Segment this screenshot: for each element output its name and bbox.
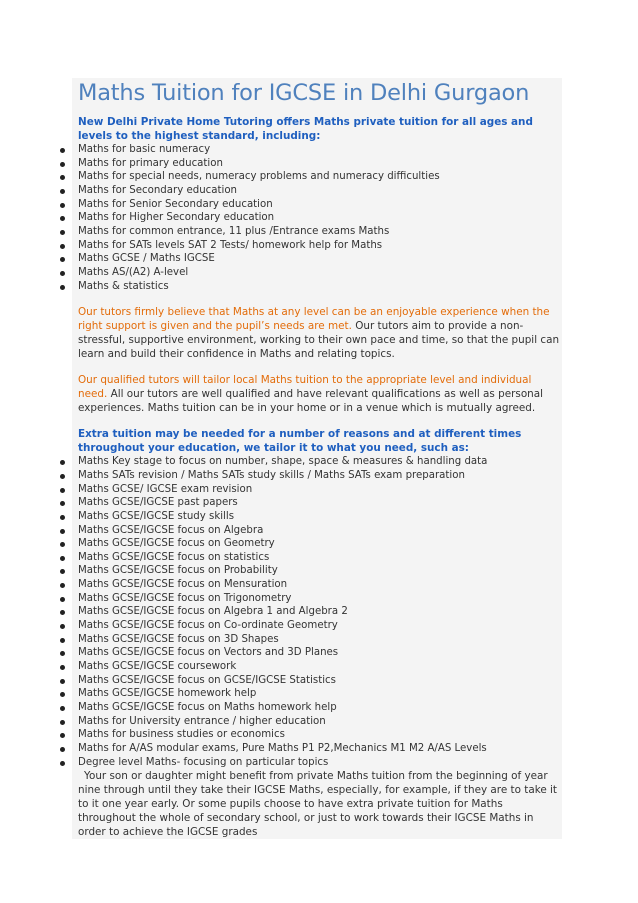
bullet-icon: [60, 529, 65, 534]
spacer: [72, 361, 562, 373]
list-item-text: Maths for business studies or economics: [72, 728, 562, 742]
page-title-bar: [72, 78, 562, 115]
bullet-icon: [60, 244, 65, 249]
bullet-icon: [60, 569, 65, 574]
qualified-paragraph-block: [72, 373, 562, 415]
list-item-text: Maths GCSE/IGCSE focus on Trigonometry: [72, 592, 562, 606]
list-item: [0, 469, 638, 483]
bullet-icon: [60, 148, 65, 153]
intro-heading-block: [72, 115, 562, 143]
list-item-text: Maths for Secondary education: [72, 184, 562, 198]
bullet-icon: [60, 175, 65, 180]
list-item: [0, 198, 638, 212]
list-item: [0, 157, 638, 171]
list-item: [0, 483, 638, 497]
bullet-icon: [60, 271, 65, 276]
list-item-text: Maths & statistics: [72, 280, 562, 294]
list-item: [0, 184, 638, 198]
list-item-text: Maths GCSE/IGCSE focus on 3D Shapes: [72, 633, 562, 647]
bullet-icon: [60, 542, 65, 547]
bullet-icon: [60, 761, 65, 766]
list-item-text: Maths GCSE / Maths IGCSE: [72, 252, 562, 266]
list-item-text: Maths GCSE/IGCSE focus on Probability: [72, 564, 562, 578]
list-item: [0, 646, 638, 660]
bullet-icon: [60, 501, 65, 506]
list-item: [0, 687, 638, 701]
list-item: [0, 578, 638, 592]
bullet-icon: [60, 720, 65, 725]
list-item-text: Maths GCSE/IGCSE focus on Geometry: [72, 537, 562, 551]
list-item: [0, 537, 638, 551]
list-item-text: Maths for A/AS modular exams, Pure Maths P1 P2,Mechanics M1 M2 A/AS Levels: [72, 742, 562, 756]
bullet-icon: [60, 624, 65, 629]
list-item: [0, 143, 638, 157]
bullet-icon: [60, 747, 65, 752]
list-item-text: Maths GCSE/IGCSE focus on Algebra: [72, 524, 562, 538]
list-item-text: Maths for special needs, numeracy problems and numeracy difficulties: [72, 170, 562, 184]
list-item: [0, 619, 638, 633]
bullet-icon: [60, 189, 65, 194]
bullet-icon: [60, 257, 65, 262]
list-item-text: Maths GCSE/IGCSE study skills: [72, 510, 562, 524]
list-item: [0, 728, 638, 742]
list-item: [0, 701, 638, 715]
list-item-text: Maths GCSE/IGCSE homework help: [72, 687, 562, 701]
list-item-text: Maths SATs revision / Maths SATs study skills / Maths SATs exam preparation: [72, 469, 562, 483]
list-item-text: Maths GCSE/IGCSE focus on Co-ordinate Geometry: [72, 619, 562, 633]
bullet-icon: [60, 230, 65, 235]
list-item: [0, 239, 638, 253]
bullet-icon: [60, 733, 65, 738]
extra-heading: Extra tuition may be needed for a number of reasons and at different times throughout your education, we tailor it to what you need, such as:: [78, 428, 522, 455]
bullet-icon: [60, 665, 65, 670]
tutors-paragraph-body: Our tutors aim to provide a non-stressful, supportive environment, working to their own pace and time, so that the pupil can learn and build their confidence in Maths and relating topics.: [78, 320, 560, 361]
list-item-text: Degree level Maths- focusing on particular topics: [72, 756, 562, 770]
bullet-icon: [60, 216, 65, 221]
list-item: [0, 756, 638, 770]
list-item: [0, 551, 638, 565]
list-item-text: Maths for University entrance / higher education: [72, 715, 562, 729]
list-item: [0, 564, 638, 578]
list-item-text: Maths for basic numeracy: [72, 143, 562, 157]
spacer: [72, 415, 562, 427]
list-item-text: Maths for SATs levels SAT 2 Tests/ homework help for Maths: [72, 239, 562, 253]
list-item: [0, 510, 638, 524]
list-item: [0, 605, 638, 619]
levels-list: [0, 143, 638, 293]
list-item: [0, 715, 638, 729]
list-item-text: Maths for common entrance, 11 plus /Entrance exams Maths: [72, 225, 562, 239]
bullet-icon: [60, 162, 65, 167]
extra-heading-block: [72, 427, 562, 455]
list-item: [0, 660, 638, 674]
list-item-text: Maths for Higher Secondary education: [72, 211, 562, 225]
list-item: [0, 592, 638, 606]
list-item-text: Maths GCSE/IGCSE coursework: [72, 660, 562, 674]
list-item-text: Maths GCSE/IGCSE focus on Vectors and 3D Planes: [72, 646, 562, 660]
list-item: [0, 524, 638, 538]
bullet-icon: [60, 706, 65, 711]
list-item-text: Maths GCSE/IGCSE past papers: [72, 496, 562, 510]
list-item: [0, 496, 638, 510]
list-item-text: Maths Key stage to focus on number, shape, space & measures & handling data: [72, 455, 562, 469]
list-item-text: Maths GCSE/IGCSE focus on Maths homework help: [72, 701, 562, 715]
list-item: [0, 266, 638, 280]
list-item: [0, 252, 638, 266]
bullet-icon: [60, 692, 65, 697]
bullet-icon: [60, 610, 65, 615]
qualified-paragraph-body: All our tutors are well qualified and have relevant qualifications as well as personal experiences. Maths tuition can be in your home or in a venue which is mutually agreed.: [78, 388, 544, 415]
list-item: [0, 280, 638, 294]
spacer: [72, 293, 562, 305]
page-title: Maths Tuition for IGCSE in Delhi Gurgaon: [78, 80, 530, 106]
list-item: [0, 225, 638, 239]
list-item-text: Maths AS/(A2) A-level: [72, 266, 562, 280]
list-item: [0, 674, 638, 688]
list-item-text: Maths GCSE/IGCSE focus on GCSE/IGCSE Statistics: [72, 674, 562, 688]
list-item: [0, 170, 638, 184]
bullet-icon: [60, 203, 65, 208]
tutors-paragraph-block: [72, 305, 562, 361]
qualified-paragraph-highlight: Our qualified tutors will tailor local Maths tuition to the appropriate level and individual need.: [78, 374, 532, 401]
document: [0, 78, 638, 839]
list-item: [0, 455, 638, 469]
bullet-icon: [60, 583, 65, 588]
list-item-text: Maths GCSE/ IGCSE exam revision: [72, 483, 562, 497]
list-item: [0, 742, 638, 756]
list-item-text: Maths for primary education: [72, 157, 562, 171]
list-item-text: Maths GCSE/IGCSE focus on Algebra 1 and Algebra 2: [72, 605, 562, 619]
bullet-icon: [60, 474, 65, 479]
bullet-icon: [60, 597, 65, 602]
bullet-icon: [60, 556, 65, 561]
list-item: [0, 633, 638, 647]
list-item-text: Maths GCSE/IGCSE focus on Mensuration: [72, 578, 562, 592]
bullet-icon: [60, 638, 65, 643]
intro-heading: New Delhi Private Home Tutoring offers Maths private tuition for all ages and levels to the highest standard, including:: [78, 116, 533, 142]
bullet-icon: [60, 651, 65, 656]
tutors-paragraph-highlight: Our tutors firmly believe that Maths at any level can be an enjoyable experience when the right support is given and the pupil’s needs are met.: [78, 306, 550, 333]
closing-paragraph-block: [72, 769, 562, 839]
tutors-paragraph: [78, 305, 562, 361]
bullet-icon: [60, 679, 65, 684]
qualified-paragraph: [78, 373, 562, 415]
bullet-icon: [60, 460, 65, 465]
bullet-icon: [60, 285, 65, 290]
list-item-text: Maths for Senior Secondary education: [72, 198, 562, 212]
bullet-icon: [60, 515, 65, 520]
topics-list: [0, 455, 638, 769]
closing-paragraph: Your son or daughter might benefit from private Maths tuition from the beginning of year nine through until they take their IGCSE Maths, especially, for example, if they are to take it to it one year early. Or some pupils choose to have extra private tuition for Maths throughout the whole of secondary school, or just to work towards their IGCSE Maths in order to achieve the IGCSE grades: [78, 770, 557, 839]
bullet-icon: [60, 488, 65, 493]
list-item: [0, 211, 638, 225]
list-item-text: Maths GCSE/IGCSE focus on statistics: [72, 551, 562, 565]
